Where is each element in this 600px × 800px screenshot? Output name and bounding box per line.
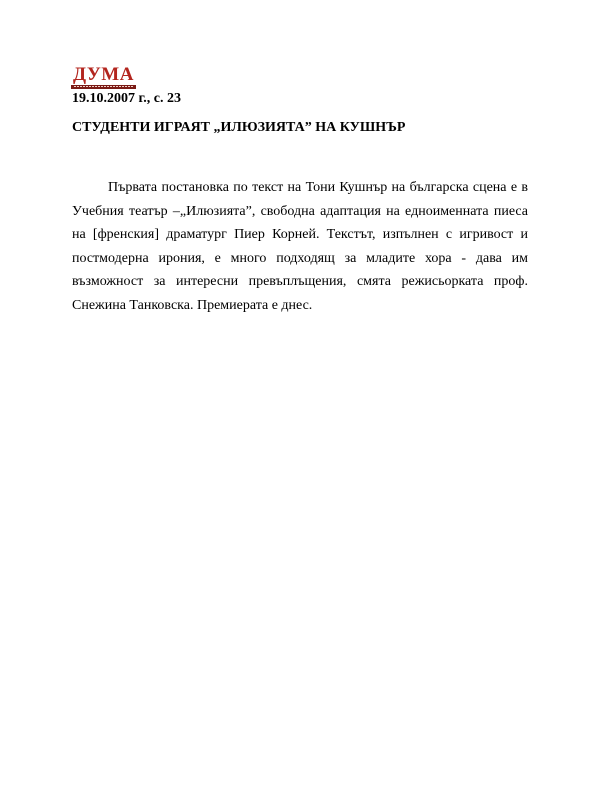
newspaper-logo (71, 64, 136, 89)
article-body: Първата постановка по текст на Тони Кушнър на българска сцена е в Учебния театър –„Илюзията”, свободна адаптация на едноименната пиеса на [френския] драматург Пиер Корней. Текстът, изпълнен с игривост и постмодерна ирония, е много подходящ за младите хора - дава им възможност за интересни превъплъщения, смята режисьорката проф. Снежина Танковска. Премиерата е днес. (72, 180, 528, 313)
newspaper-logo-strip (71, 85, 136, 89)
issue-date-page: 19.10.2007 г., с. 23 (72, 91, 181, 106)
article-headline: СТУДЕНТИ ИГРАЯТ „ИЛЮЗИЯТА” НА КУШНЪР (72, 120, 406, 135)
newspaper-logo-text: ДУМА (73, 64, 134, 85)
